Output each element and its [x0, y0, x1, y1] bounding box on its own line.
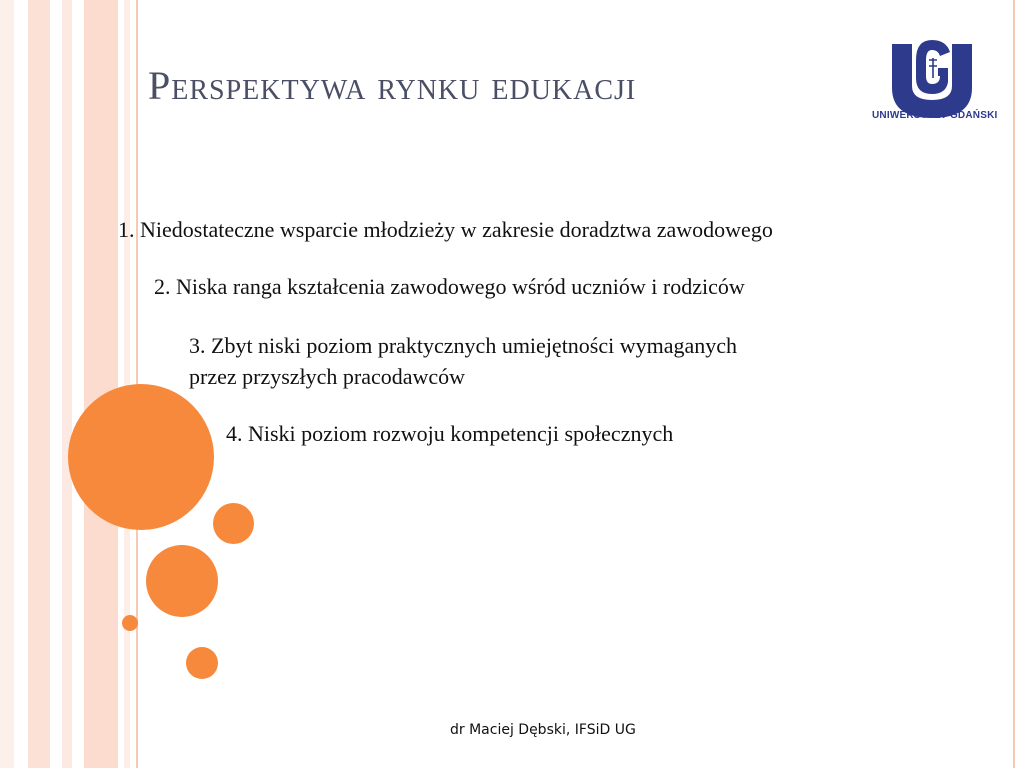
decor-circle-tiny: [122, 615, 138, 631]
list-item-3a: 3. Zbyt niski poziom praktycznych umiejętności wymaganych: [189, 333, 738, 358]
list-item-4: 4. Niski poziom rozwoju kompetencji społecznych: [226, 421, 674, 446]
decor-stripe-2: [28, 0, 50, 768]
decor-circle-small-1: [213, 503, 254, 544]
footer-author: dr Maciej Dębski, IFSiD UG: [450, 722, 636, 738]
decor-circle-medium: [146, 545, 218, 617]
decor-circle-large: [68, 384, 214, 530]
decor-stripe-1: [0, 0, 14, 768]
list-item-1: 1. Niedostateczne wsparcie młodzieży w zakresie doradztwa zawodowego: [118, 217, 773, 242]
decor-circle-small-2: [186, 647, 218, 679]
logo-text: UNIWERSYTET GDAŃSKI: [872, 110, 998, 121]
decor-stripe-3: [62, 0, 72, 768]
list-item-3b: przez przyszłych pracodawców: [189, 364, 466, 389]
slide-title: Perspektywa rynku edukacji: [148, 63, 637, 108]
decor-stripe-4: [84, 0, 118, 768]
decor-stripe-7: [1013, 0, 1015, 768]
list-item-2: 2. Niska ranga kształcenia zawodowego wśród uczniów i rodziców: [154, 274, 745, 299]
